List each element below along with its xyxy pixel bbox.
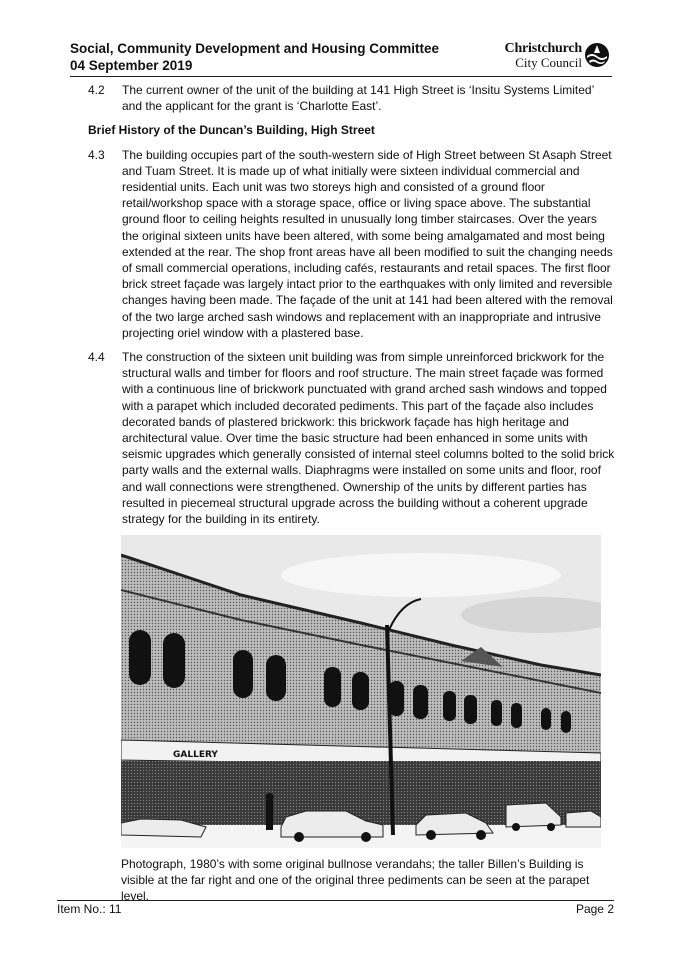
footer-divider	[57, 900, 614, 901]
photo-caption: Photograph, 1980’s with some original bullnose verandahs; the taller Billen’s Building is visible at the far right and one of the original three pediments can be seen at the parapet level.	[121, 857, 590, 904]
logo-text-city-council: City Council	[515, 55, 582, 70]
building-illustration	[121, 535, 601, 848]
section-heading: Brief History of the Duncan’s Building, High Street	[88, 123, 375, 138]
paragraph-number: 4.4	[88, 350, 105, 365]
header-divider	[70, 76, 612, 77]
paragraph-number: 4.3	[88, 147, 105, 162]
council-logo	[490, 40, 610, 72]
paragraph-4-3	[70, 147, 615, 341]
meeting-date: 04 September 2019	[70, 58, 193, 73]
logo-text-christchurch: Christchurch	[504, 41, 582, 56]
christchurch-logo-icon	[584, 42, 610, 68]
paragraph-4-2	[70, 82, 615, 114]
gallery-sign: GALLERY	[173, 750, 218, 760]
paragraph-text: The construction of the sixteen unit building was from simple unreinforced brickwork for the structural walls and timber for floors and roof structure. The main street façade was formed with a continuous line of brickwork punctuated with grand arched sash windows and topped with a parapet which included decorated pediments. This part of the façade also includes decorated bands of plastered brickwork: this brickwork façade has high heritage and architectural value. Over time the basic structure had been enhanced in some units with seismic upgrades which generally consisted of internal steel columns bolted to the solid brick party walls and the external walls. Diaphragms were installed on some units and floor, roof and wall connections were strengthened. Ownership of the units by different parties has resulted in piecemeal structural upgrade across the building without a coherent upgrade strategy for the building in its entirety.	[122, 350, 615, 527]
paragraph-number: 4.2	[88, 83, 105, 97]
paragraph-text: The building occupies part of the south-western side of High Street between St Asaph Street and Tuam Street. It is made up of what initially were sixteen individual commercial and residential units. Each unit was two storeys high and consisted of a ground floor retail/workshop space with a storage space, office or living space above. The substantial ground floor to ceiling heights resulted in unusually long timber staircases. Over the years the original sixteen units have been altered, with some being amalgamated and most being extended at the rear. The shop front areas have all been modified to suit the changing needs of small commercial operations, including cafés, restaurants and retail spaces. The first floor brick street façade was largely intact prior to the earthquakes with only limited and reversible changes having been made. The façade of the unit at 141 had been altered with the removal of the two large arched sash windows and replacement with an inappropriate and intrusive projecting oriel window with a plastered base.	[122, 147, 613, 340]
page-number: Page 2	[575, 902, 614, 916]
item-number: Item No.: 11	[57, 902, 122, 916]
building-photograph	[121, 535, 601, 848]
paragraph-text: The current owner of the unit of the building at 141 High Street is ‘Insitu Systems Limited’ and the applicant for the grant is ‘Charlotte East’.	[122, 83, 594, 114]
page-header	[70, 40, 610, 80]
paragraph-4-4	[70, 349, 615, 527]
committee-title: Social, Community Development and Housing Committee	[70, 41, 440, 56]
document-body	[70, 82, 615, 535]
